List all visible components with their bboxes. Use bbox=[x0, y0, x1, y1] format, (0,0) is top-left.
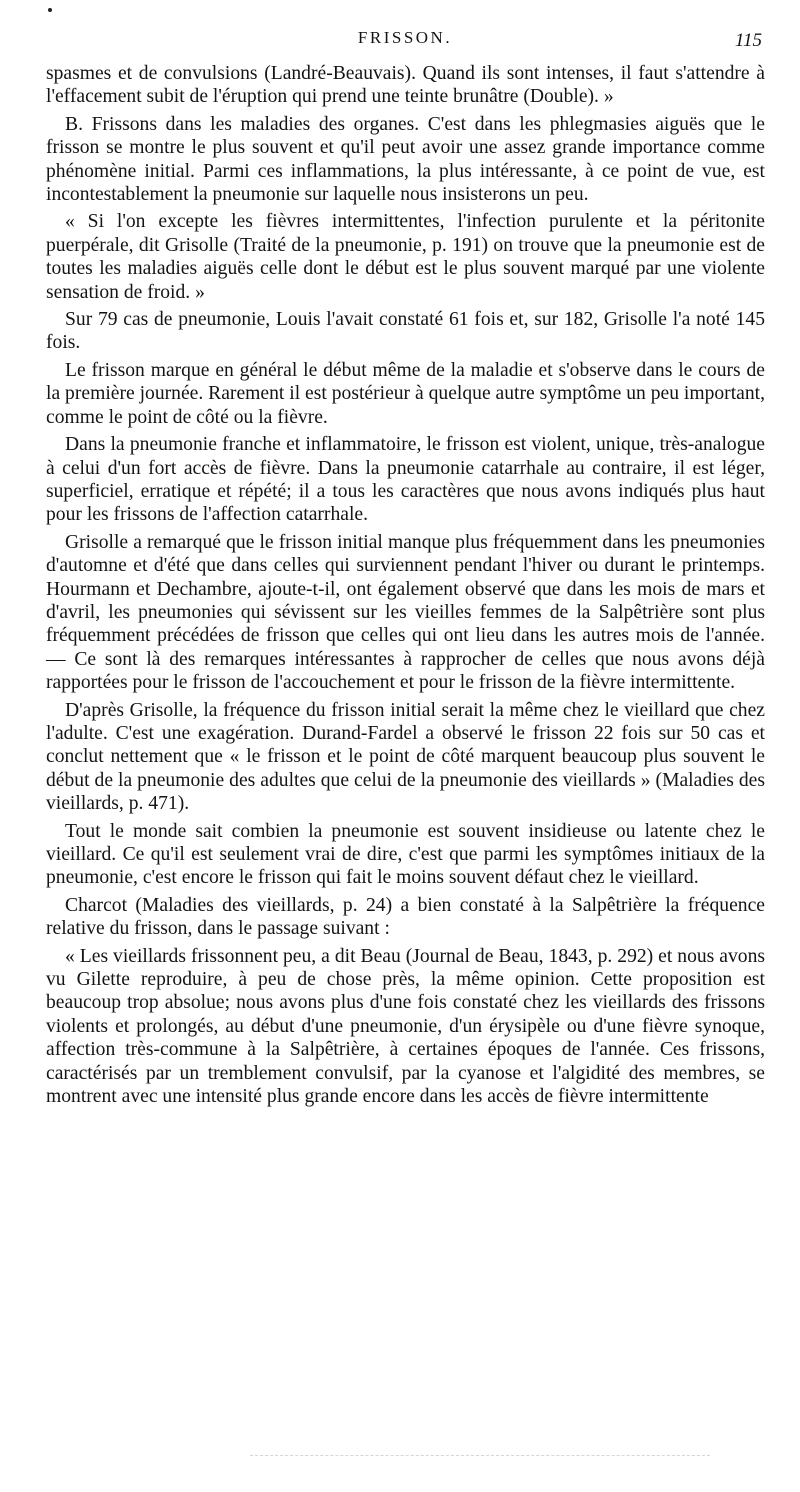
paragraph: D'après Grisolle, la fréquence du frisson initial serait la même chez le vieillard que chez l'adulte. C'est une exagération. Durand-Fardel a observé le frisson 22 fois sur 50 cas et conclut nettement que « le frisson et le point de côté marquent beaucoup plus souvent le début de la pneumonie des adultes que celui de la pneumonie des vieillards » (Maladies des vieillards, p. 471). bbox=[46, 699, 765, 815]
paragraph: Grisolle a remarqué que le frisson initial manque plus fréquemment dans les pneumonies d'automne et d'été que dans celles qui surviennent pendant l'hiver ou durant le printemps. Hourmann et Dechambre, ajoute-t-il, ont également observé que dans les mois de mars et d'avril, les pneumonies qui sévissent sur les vieilles femmes de la Salpêtrière sont plus fréquemment précédées de frisson que celles qui ont lieu dans les autres mois de l'année. — Ce sont là des remarques intéressantes à rapprocher de celles que nous avons déjà rapportées pour le frisson de l'accouchement et pour le frisson de la fièvre intermittente. bbox=[46, 531, 765, 694]
paragraph: Le frisson marque en général le début même de la maladie et s'observe dans le cours de la première journée. Rarement il est postérieur à quelque autre symptôme un peu important, comme le point de côté ou la fièvre. bbox=[46, 359, 765, 428]
paragraph: Dans la pneumonie franche et inflammatoire, le frisson est violent, unique, très-analogue à celui d'un fort accès de fièvre. Dans la pneumonie catarrhale au contraire, il est léger, superficiel, erratique et répété; il a tous les caractères que nous avons indiqués plus haut pour les frissons de l'affection catarrhale. bbox=[46, 434, 765, 526]
paragraph: Charcot (Maladies des vieillards, p. 24) a bien constaté à la Salpêtrière la fréquence relative du frisson, dans le passage suivant : bbox=[46, 894, 765, 940]
page-number: 115 bbox=[734, 30, 762, 51]
paragraph: B. Frissons dans les maladies des organes. C'est dans les phlegmasies aiguës que le frisson se montre le plus souvent et qu'il peut avoir une assez grande importance comme phénomène initial. Parmi ces inflammations, la plus intéressante, à ce point de vue, est incontestablement la pneumonie sur laquelle nous insisterons un peu. bbox=[46, 113, 765, 206]
paragraph: « Si l'on excepte les fièvres intermittentes, l'infection purulente et la péritonite puerpérale, dit Grisolle (Traité de la pneumonie, p. 191) on trouve que la pneumonie est de toutes les maladies aiguës celle dont le début est le plus souvent marqué par une violente sensation de froid. » bbox=[46, 211, 765, 303]
ink-speck bbox=[48, 8, 52, 12]
paragraph: spasmes et de convulsions (Landré-Beauvais). Quand ils sont intenses, il faut s'attendre à l'effacement subit de l'éruption qui prend une teinte brunâtre (Double). » bbox=[46, 63, 765, 108]
paragraph: Tout le monde sait combien la pneumonie est souvent insidieuse ou latente chez le vieillard. Ce qu'il est seulement vrai de dire, c'est que parmi les symptômes initiaux de la pneumonie, c'est encore le frisson qui fait le moins souvent défaut chez le vieillard. bbox=[46, 820, 765, 889]
running-title: FRISSON. bbox=[357, 28, 453, 47]
scan-artifact-line bbox=[250, 1455, 710, 1458]
body-text bbox=[46, 62, 765, 1112]
paragraph: « Les vieillards frissonnent peu, a dit Beau (Journal de Beau, 1843, p. 292) et nous avons vu Gilette reproduire, à peu de chose près, la même opinion. Cette proposition est beaucoup trop absolue; nous avons plus d'une fois constaté chez les vieillards des frissons violents et prolongés, au début d'une pneumonie, d'un érysipèle ou d'une fièvre synoque, affection très-commune à la Salpêtrière, à certaines époques de l'année. Ces frissons, caractérisés par un tremblement convulsif, par la cyanose et l'algidité des membres, se montrent avec une intensité plus grande encore dans les accès de fièvre intermittente bbox=[46, 945, 765, 1108]
paragraph: Sur 79 cas de pneumonie, Louis l'avait constaté 61 fois et, sur 182, Grisolle l'a noté 145 fois. bbox=[46, 309, 765, 354]
page-header bbox=[46, 22, 764, 52]
